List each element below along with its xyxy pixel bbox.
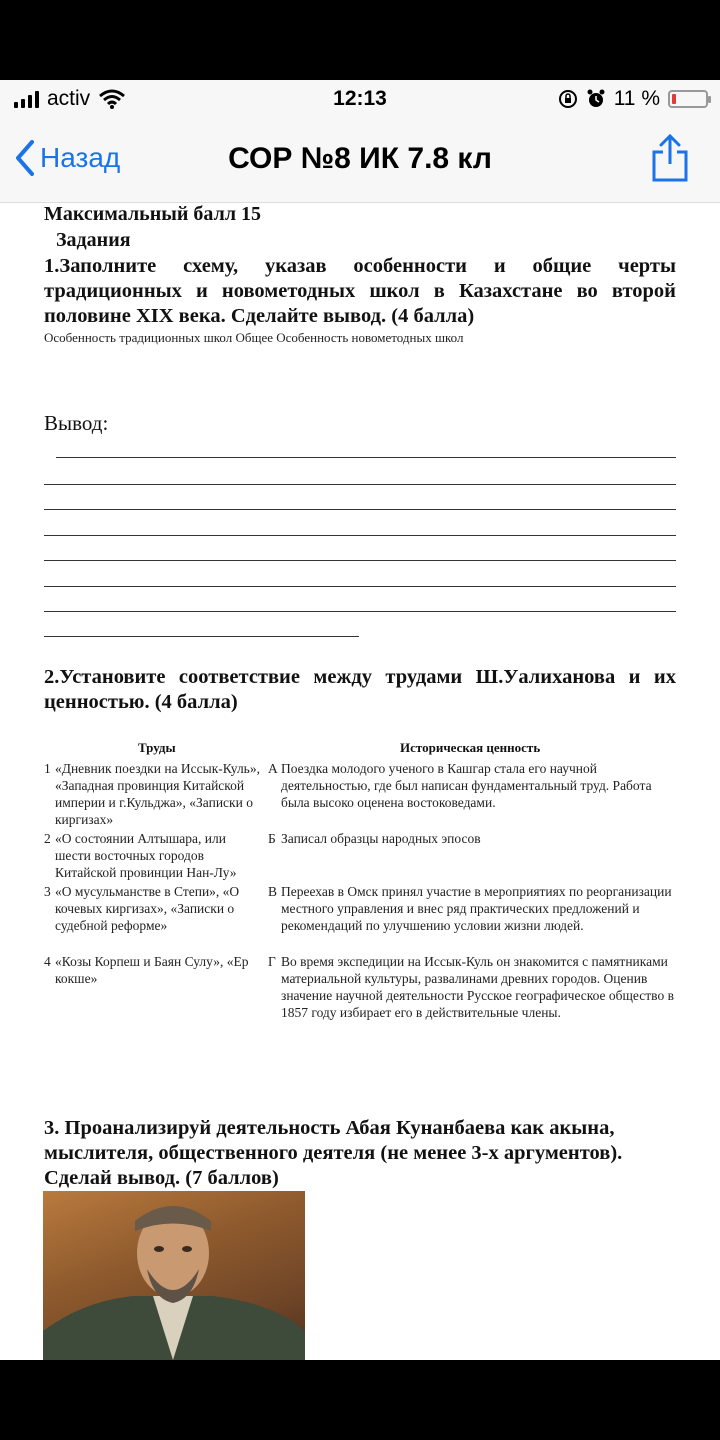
answer-line	[44, 560, 676, 561]
row-letter: В	[268, 884, 278, 899]
table-cell-work: «О состоянии Алтышара, или шести восточных городов Китайской провинции Нан-Лу»	[55, 831, 237, 880]
table-cell-value: Переехав в Омск принял участие в мероприятиях по реорганизации местного управления и внес ряд практических предложений и рекомендаций по улучшению условии жизни людей.	[281, 884, 672, 933]
top-black-bar	[0, 0, 720, 80]
page-title: СОР №8 ИК 7.8 кл	[228, 142, 492, 175]
bottom-black-bar	[0, 1360, 720, 1440]
q1-columns: Особенность традиционных школ Общее Особенность новометодных школ	[44, 330, 464, 345]
table-cell-work: «Дневник поездки на Иссык-Куль», «Западная провинция Китайской империи и г.Кульджа», «Записки о киргизах»	[55, 761, 260, 827]
question-2: 2.Установите соответствие между трудами Ш.Уалиханова и их ценностью. (4 балла)	[44, 666, 676, 713]
document-image	[0, 203, 720, 1360]
answer-line	[44, 636, 359, 637]
row-number: 4	[44, 954, 51, 969]
answer-line	[44, 509, 676, 510]
battery-level	[672, 94, 676, 104]
question-3: 3. Проанализируй деятельность Абая Кунанбаева как акына, мыслителя, общественного деятеля (не менее 3-х аргументов). Сделай вывод. (7 баллов)	[44, 1117, 623, 1189]
status-time: 12:13	[333, 87, 387, 110]
status-right	[558, 87, 708, 111]
table-header-value: Историческая ценность	[400, 740, 541, 755]
battery-percent: 11 %	[613, 87, 660, 110]
row-number: 1	[44, 761, 51, 776]
answer-line	[44, 484, 676, 485]
table-cell-work: «О мусульманстве в Степи», «О кочевых киргизах», «Записки о судебной реформе»	[55, 884, 240, 933]
rotation-lock-icon	[558, 89, 578, 109]
navigation-bar	[0, 120, 720, 203]
answer-line	[44, 535, 676, 536]
row-letter: Б	[268, 831, 276, 846]
back-label: Назад	[40, 142, 121, 173]
portrait-figure	[43, 1191, 305, 1360]
row-number: 2	[44, 831, 51, 846]
abai-portrait	[43, 1191, 305, 1360]
conclusion-label: Вывод:	[44, 411, 109, 435]
table-cell-value: Записал образцы народных эпосов	[281, 831, 481, 846]
answer-line	[44, 586, 676, 587]
battery-icon	[668, 90, 708, 108]
row-letter: Г	[268, 954, 276, 969]
carrier-name: activ	[47, 87, 91, 110]
question-1: 1.Заполните схему, указав особенности и общие черты традиционных и новометодных школ в Казахстане во второй половине XIX века. Сделайте вывод. (4 балла)	[44, 255, 676, 327]
status-bar	[0, 80, 720, 120]
answer-line	[56, 457, 676, 458]
tasks-header: Задания	[56, 229, 131, 251]
table-header-works: Труды	[138, 740, 176, 755]
table-cell-value: Во время экспедиции на Иссык-Куль он знакомится с памятниками материальной культуры, развалинами древних городов. Оценив значение научной деятельности Русское географическое общество в 1857 году избирает его в действительные члены.	[281, 954, 674, 1020]
row-letter: А	[268, 761, 278, 776]
share-icon	[650, 134, 690, 182]
row-number: 3	[44, 884, 51, 899]
alarm-icon	[586, 89, 606, 109]
table-cell-work: «Козы Корпеш и Баян Сулу», «Ер кокше»	[55, 954, 249, 986]
max-score: Максимальный балл 15	[44, 203, 262, 225]
answer-line	[44, 611, 676, 612]
share-button[interactable]	[650, 134, 690, 187]
table-cell-value: Поездка молодого ученого в Кашгар стала его научной деятельностью, где был написан фундаментальный труд. Работа была высоко оценена востоковедами.	[281, 761, 652, 810]
